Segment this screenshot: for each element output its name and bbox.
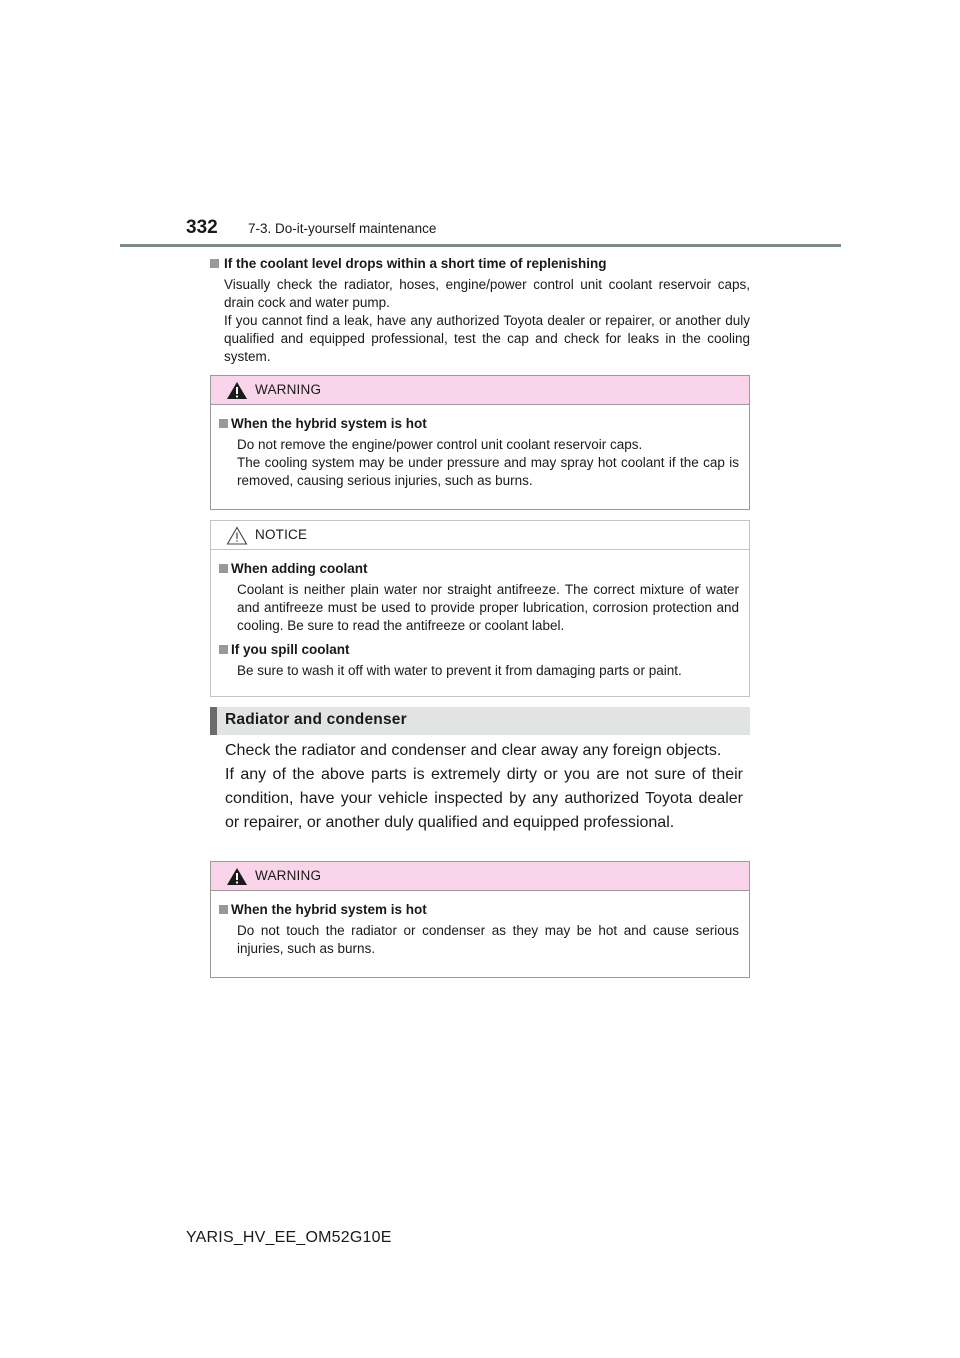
notice-item-body: Be sure to wash it off with water to prevent it from damaging parts or paint. (237, 663, 682, 678)
notice-item (219, 560, 739, 635)
warning-item-body: Do not remove the engine/power control unit coolant reservoir caps. The cooling system may be under pressure and may spray hot coolant if the cap is removed, causing serious injuries, such as burns. (237, 437, 739, 488)
coolant-leak-section (210, 255, 750, 366)
coolant-leak-body (210, 276, 750, 366)
square-bullet-icon (210, 259, 219, 268)
warning-item (219, 901, 739, 958)
warning-item-heading: When the hybrid system is hot (231, 902, 427, 917)
band-accent-bar (210, 707, 217, 735)
radiator-section-band (210, 707, 750, 735)
warning-item-heading: When the hybrid system is hot (231, 416, 427, 431)
notice-box (210, 520, 750, 697)
warning-header (211, 862, 749, 891)
radiator-paragraph (225, 739, 743, 835)
caution-triangle-outline-icon (226, 526, 248, 545)
radiator-line-1: Check the radiator and condenser and clear away any foreign objects. (225, 742, 722, 759)
radiator-line-2: If any of the above parts is extremely dirty or you are not sure of their condition, have your vehicle inspected by any authorized Toyota dealer or repairer, or another duly qualified and equipped professional. (225, 766, 743, 831)
coolant-leak-line-2: If you cannot find a leak, have any authorized Toyota dealer or repairer, or another duly qualified and equipped professional, test the cap and check for leaks in the cooling system. (224, 313, 750, 364)
warning-triangle-icon (226, 867, 248, 886)
radiator-section-title: Radiator and condenser (225, 711, 407, 728)
square-bullet-icon (219, 419, 228, 428)
notice-item-heading: If you spill coolant (231, 642, 350, 657)
warning-box-radiator (210, 861, 750, 978)
header-rule (120, 244, 841, 247)
notice-body (211, 550, 749, 692)
notice-header (211, 521, 749, 550)
warning-item (219, 415, 739, 490)
warning-label: WARNING (255, 382, 322, 397)
warning-item-body: Do not touch the radiator or condenser as they may be hot and cause serious injuries, such as burns. (237, 923, 739, 956)
footer-doc-code: YARIS_HV_EE_OM52G10E (186, 1229, 392, 1246)
page-number: 332 (186, 217, 218, 238)
notice-item (219, 641, 739, 680)
warning-label: WARNING (255, 868, 322, 883)
square-bullet-icon (219, 564, 228, 573)
square-bullet-icon (219, 905, 228, 914)
coolant-leak-heading: If the coolant level drops within a short time of replenishing (210, 255, 750, 273)
section-title: 7-3. Do-it-yourself maintenance (248, 221, 437, 236)
square-bullet-icon (219, 645, 228, 654)
warning-body (211, 405, 749, 502)
coolant-leak-line-1: Visually check the radiator, hoses, engine/power control unit coolant reservoir caps, drain cock and water pump. (224, 277, 750, 310)
warning-body (211, 891, 749, 970)
notice-label: NOTICE (255, 527, 308, 542)
notice-item-body: Coolant is neither plain water nor straight antifreeze. The correct mixture of water and antifreeze must be used to provide proper lubrication, corrosion protection and cooling. Be sure to read the antifreeze or coolant label. (237, 582, 739, 633)
warning-box-coolant (210, 375, 750, 510)
notice-item-heading: When adding coolant (231, 561, 368, 576)
warning-triangle-icon (226, 381, 248, 400)
warning-header (211, 376, 749, 405)
